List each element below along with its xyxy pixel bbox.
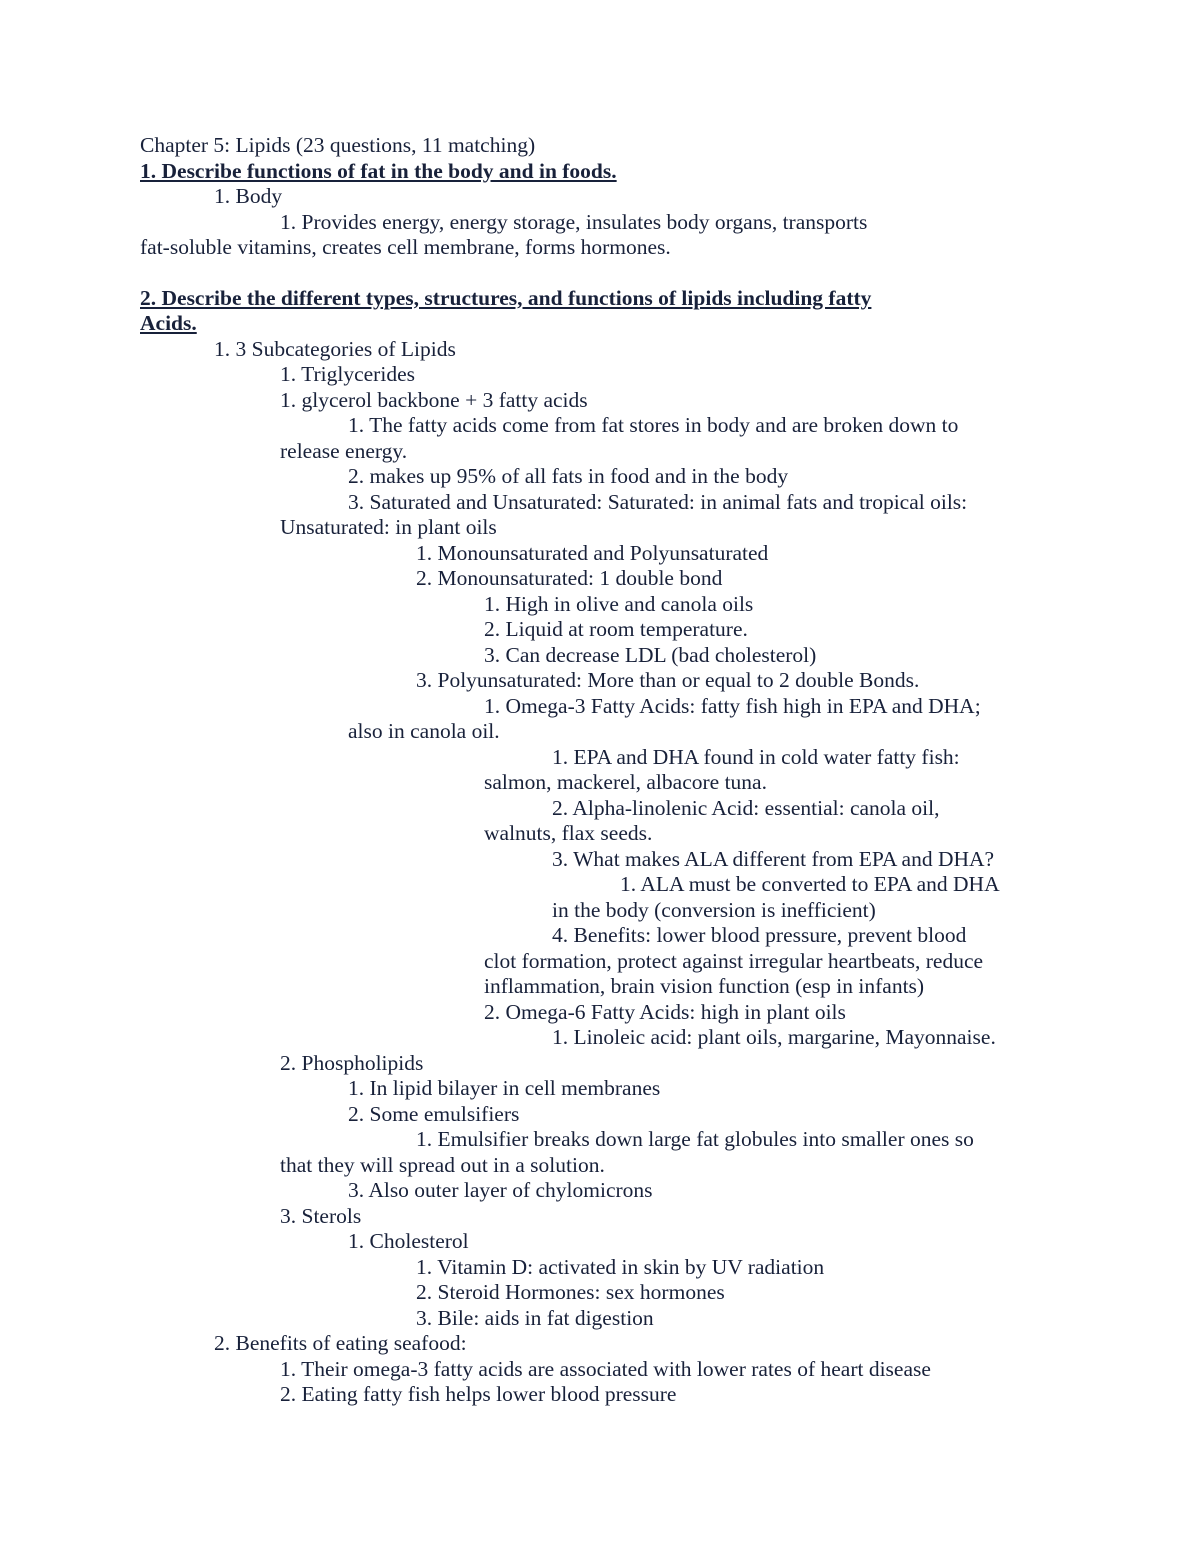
list-item-continuation: fat-soluble vitamins, creates cell membrane, forms hormones.: [140, 235, 671, 259]
list-item: 3. Saturated and Unsaturated: Saturated: in animal fats and tropical oils:: [348, 489, 968, 514]
list-item: 2. Benefits of eating seafood:: [214, 1331, 467, 1355]
list-item: 1. Monounsaturated and Polyunsaturated: [416, 540, 769, 565]
list-item: 1. Linoleic acid: plant oils, margarine, Mayonnaise.: [552, 1025, 996, 1049]
list-item: 2. Alpha-linolenic Acid: essential: canola oil,: [552, 795, 940, 820]
list-item: 1. EPA and DHA found in cold water fatty fish:: [552, 744, 960, 769]
list-item: 3. Bile: aids in fat digestion: [416, 1305, 654, 1330]
list-item: 2. Eating fatty fish helps lower blood pressure: [280, 1382, 677, 1406]
list-item: 3. Also outer layer of chylomicrons: [348, 1178, 653, 1202]
list-item: 1. Emulsifier breaks down large fat globules into smaller ones so: [416, 1127, 974, 1151]
list-item: 1. Omega-3 Fatty Acids: fatty fish high in EPA and DHA;: [484, 693, 987, 718]
list-item: 1. Vitamin D: activated in skin by UV radiation: [416, 1254, 825, 1279]
list-item-continuation: clot formation, protect against irregular heartbeats, reduce: [484, 948, 984, 973]
list-item: 2. Some emulsifiers: [348, 1101, 520, 1126]
list-item: 2. Monounsaturated: 1 double bond: [416, 566, 723, 590]
list-item: 2. Steroid Hormones: sex hormones: [416, 1280, 725, 1304]
chapter-heading: Chapter 5: Lipids (23 questions, 11 matching): [140, 133, 536, 157]
list-item: 1. Triglycerides: [280, 362, 415, 386]
list-item-continuation: walnuts, flax seeds.: [484, 821, 653, 845]
objective-2-heading: 2. Describe the different types, structures, and functions of lipids including fatty: [140, 285, 872, 310]
list-item: 1. Body: [214, 184, 283, 208]
list-item-continuation: release energy.: [280, 438, 408, 463]
objective-1-heading: 1. Describe functions of fat in the body and in foods.: [140, 158, 617, 183]
list-item: 1. Cholesterol: [348, 1229, 469, 1253]
list-item: 3. What makes ALA different from EPA and DHA?: [552, 846, 995, 871]
list-item: 2. Omega-6 Fatty Acids: high in plant oils: [484, 999, 846, 1024]
objective-2-heading-continuation: Acids.: [140, 311, 197, 335]
list-item-continuation: salmon, mackerel, albacore tuna.: [484, 770, 767, 794]
paragraph-spacer: [140, 261, 1060, 286]
list-item: 1. glycerol backbone + 3 fatty acids: [280, 387, 588, 412]
list-item: 3. Sterols: [280, 1203, 362, 1228]
document-body: [140, 133, 1060, 1408]
list-item: 1. ALA must be converted to EPA and DHA: [620, 872, 1000, 896]
list-item: 3. Can decrease LDL (bad cholesterol): [484, 642, 817, 667]
list-item: 1. Their omega-3 fatty acids are associated with lower rates of heart disease: [280, 1356, 931, 1381]
list-item: 1. In lipid bilayer in cell membranes: [348, 1076, 661, 1100]
list-item: 2. Phospholipids: [280, 1050, 424, 1075]
list-item-continuation: Unsaturated: in plant oils: [280, 515, 497, 539]
list-item-continuation: that they will spread out in a solution.: [280, 1152, 605, 1177]
list-item: 1. The fatty acids come from fat stores in body and are broken down to: [348, 413, 959, 437]
list-item-continuation: in the body (conversion is inefficient): [552, 897, 876, 922]
list-item: 1. High in olive and canola oils: [484, 591, 754, 616]
list-item-continuation: also in canola oil.: [348, 719, 500, 743]
list-item: 3. Polyunsaturated: More than or equal to 2 double Bonds.: [416, 668, 920, 692]
list-item: 2. Liquid at room temperature.: [484, 617, 748, 641]
list-item-continuation: inflammation, brain vision function (esp in infants): [484, 974, 925, 998]
list-item: 1. Provides energy, energy storage, insulates body organs, transports: [280, 209, 868, 234]
list-item: 4. Benefits: lower blood pressure, prevent blood: [552, 923, 967, 947]
list-item: 2. makes up 95% of all fats in food and in the body: [348, 464, 789, 488]
list-item: 1. 3 Subcategories of Lipids: [214, 336, 456, 361]
